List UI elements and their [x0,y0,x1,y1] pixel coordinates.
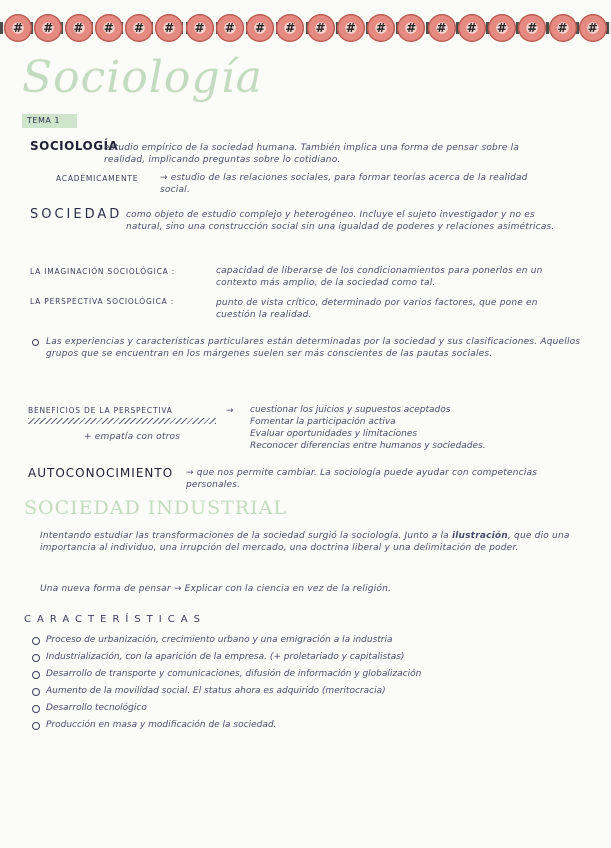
flower-icon: # [518,14,546,42]
term-perspectiva: LA PERSPECTIVA SOCIOLÓGICA : [30,297,175,306]
flower-icon: # [216,14,244,42]
beneficios-list [250,404,610,452]
beneficio-empatia: + empatía con otros [84,432,181,442]
list-item: Desarrollo tecnológico [32,700,592,717]
beneficios-arrow-icon: → [226,406,234,416]
def-autoconocimiento: → que nos permite cambiar. La sociología puede ayudar con competencias personales. [186,468,538,490]
term-imaginacion: LA IMAGINACIÓN SOCIOLÓGICA : [30,267,176,276]
flower-icon: # [34,14,62,42]
sub-label-academicamente: ACADÉMICAMENTE [56,174,139,183]
caracteristicas-list [32,632,592,734]
term-beneficios: BENEFICIOS DE LA PERSPECTIVA [28,406,173,415]
section-heading-industrial: SOCIEDAD INDUSTRIAL [24,497,287,519]
term-autoconocimiento: AUTOCONOCIMIENTO [28,466,174,480]
flower-icon: # [367,14,395,42]
flower-icon: # [155,14,183,42]
def-imaginacion: capacidad de liberarse de los condicionamientos para ponerlos en un contexto más amplio, de la sociedad como tal. [216,266,543,288]
topic-badge: TEMA 1 [22,114,77,128]
flower-icon: # [65,14,93,42]
page-title: Sociología [22,52,263,103]
flower-icon: # [276,14,304,42]
industrial-text-a: Intentando estudiar las transformaciones de la sociedad surgió la sociología. Junto a la [40,531,452,541]
industrial-para2: Una nueva forma de pensar → Explicar con la ciencia en vez de la religión. [40,584,392,594]
def-sociologia: estudio empírico de la sociedad humana. También implica una forma de pensar sobre la realidad, implicando preguntas sobre lo cotidiano. [104,143,520,165]
term-sociedad: SOCIEDAD [30,207,123,222]
industrial-paragraph [40,530,580,554]
def-sociedad: como objeto de estudio complejo y heterogéneo. Incluye el sujeto investigador y no es natural, sino una construcción social sin una igualdad de poderes y relaciones asimétricas. [126,210,555,232]
list-item: Proceso de urbanización, crecimiento urbano y una emigración a la industria [32,632,592,649]
list-item: Desarrollo de transporte y comunicaciones, difusión de información y globalización [32,666,592,683]
def-perspectiva: punto de vista crítico, determinado por varios factores, que pone en cuestión la realidad. [216,298,538,320]
beneficio-item: Fomentar la participación activa [250,417,396,427]
flower-icon: # [307,14,335,42]
industrial-text-bold: ilustración [451,531,508,541]
decorative-banner [0,10,611,46]
flower-icon: # [4,14,32,42]
bullet-icon [32,339,39,346]
flower-icon: # [549,14,577,42]
beneficio-item: cuestionar los juicios y supuestos aceptados [250,405,451,415]
flower-icon: # [488,14,516,42]
wavy-underline [28,418,216,424]
flower-icon: # [186,14,214,42]
beneficio-item: Evaluar oportunidades y limitaciones [250,429,418,439]
flower-icon: # [95,14,123,42]
sub-def-academicamente: → estudio de las relaciones sociales, para formar teorías acerca de la realidad social. [160,173,528,195]
flower-icon: # [458,14,486,42]
term-sociologia: SOCIOLOGÍA [30,139,119,153]
beneficio-item: Reconocer diferencias entre humanos y sociedades. [250,441,486,451]
flower-icon: # [397,14,425,42]
flower-icon: # [428,14,456,42]
list-item: Aumento de la movilidad social. El status ahora es adquirido (meritocracia) [32,683,592,700]
flower-icon: # [579,14,607,42]
section-heading-caracteristicas: CARACTERÍSTICAS [24,614,206,625]
industrial-text-b: , que dio una importancia al individuo, una irrupción del mercado, una doctrina liberal y una delimitación de poder. [40,531,570,553]
flower-icon: # [337,14,365,42]
list-item: Producción en masa y modificación de la sociedad. [32,717,592,734]
list-item: Industrialización, con la aparición de la empresa. (+ proletariado y capitalistas) [32,649,592,666]
flower-icon: # [246,14,274,42]
flower-icon: # [125,14,153,42]
experiencias-paragraph: Las experiencias y características particulares están determinadas por la sociedad y sus clasificaciones. Aquellos grupos que se encuentran en los márgenes suelen ser más conscientes de las pautas sociales. [46,337,581,359]
